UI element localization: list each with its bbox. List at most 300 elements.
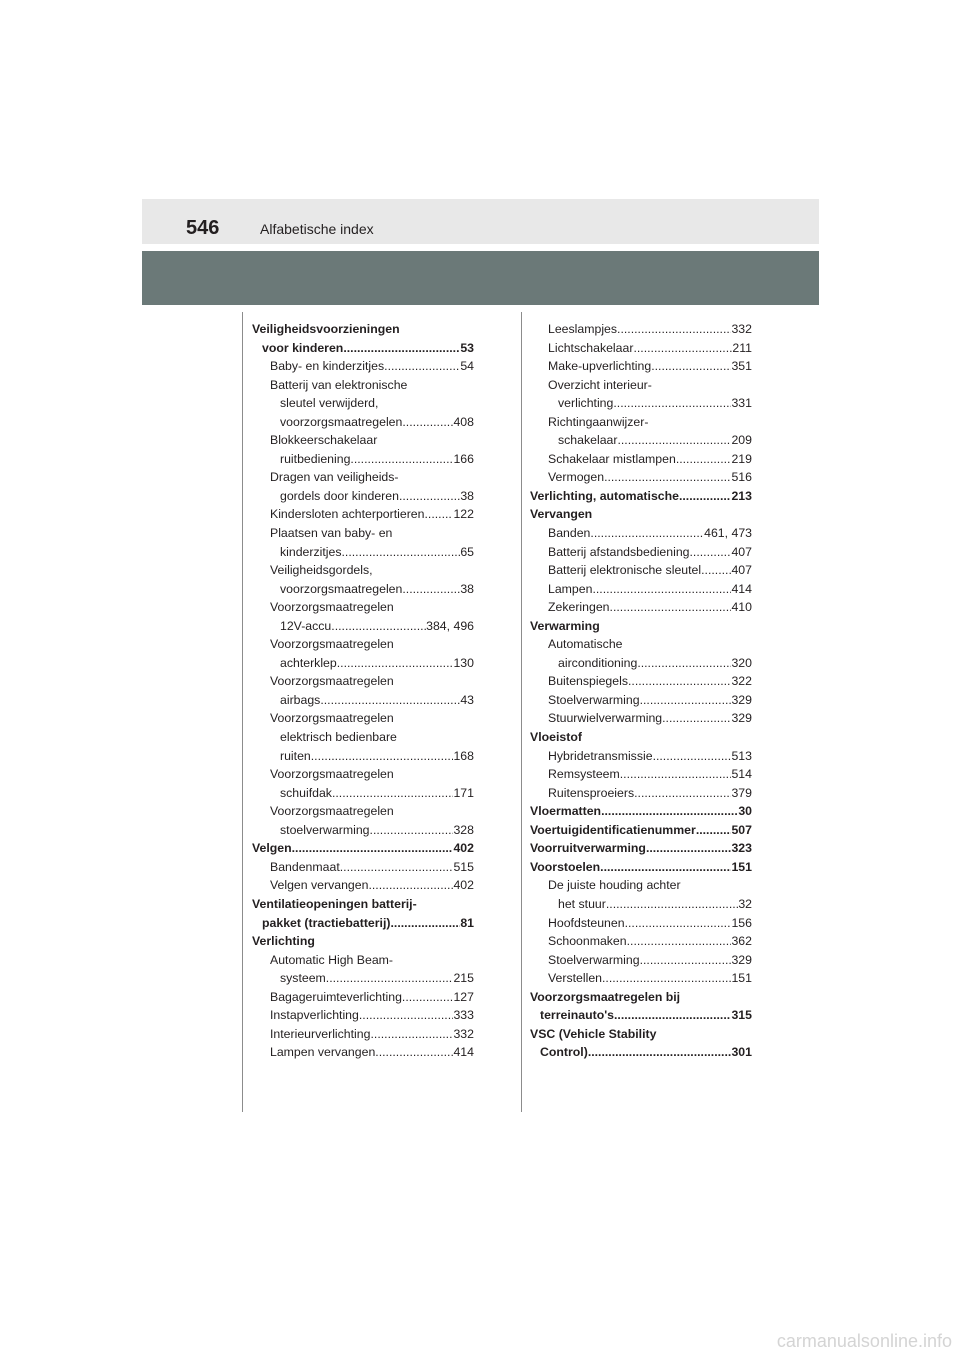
dot-leader [368,876,453,895]
entry-text: Voorzorgsmaatregelen bij [530,989,681,1004]
entry-leader-line [530,839,752,858]
entry-label: Voorstoelen [530,859,601,874]
entry-leader-line [548,394,752,413]
index-subentry [530,691,752,710]
entry-leader-line [548,672,752,691]
dot-leader [402,988,454,1007]
dot-leader [662,709,731,728]
entry-label: Schoonmaken [548,934,627,949]
index-subentry [530,951,752,970]
entry-label: Stoelverwarming [548,952,640,967]
dot-leader [337,654,454,673]
entry-leader-line [548,468,752,487]
index-subentry [252,376,474,432]
dot-leader [610,598,732,617]
dot-leader [350,450,453,469]
entry-label: 12V-accu [280,618,332,633]
dot-leader [292,839,454,858]
dot-leader [320,691,460,710]
index-subentry [252,988,474,1007]
entry-leader-line [548,932,752,951]
entry-text: Verlichting [252,934,315,949]
entry-leader-line [530,487,752,506]
index-subentry [530,357,752,376]
entry-text: De juiste houding achter [548,878,681,893]
entry-leader-line [548,654,752,673]
dot-leader [590,524,704,543]
index-entry [530,988,752,1025]
page-ref: 329 [731,952,752,967]
page-ref: 156 [731,915,752,930]
entry-text: VSC (Vehicle Stability [530,1026,657,1041]
right-column-divider [521,312,522,1112]
entry-leader-line [548,691,752,710]
entry-label: Lampen [548,581,593,596]
entry-label: Velgen [252,841,292,856]
index-subentry [530,672,752,691]
index-subentry [530,598,752,617]
index-entry [530,839,752,858]
page-ref: 362 [731,934,752,949]
dot-leader [343,339,460,358]
dot-leader [592,580,731,599]
page-ref: 513 [731,748,752,763]
entry-text: Veiligheidsvoorzieningen [252,322,400,336]
page-ref: 81 [460,915,474,930]
index-subentry [530,709,752,728]
index-subentry [252,1043,474,1062]
page-ref: 516 [731,470,752,485]
entry-label: systeem [280,971,326,986]
header-bar [142,199,819,244]
page-ref: 408 [453,414,474,429]
entry-label: terreinauto's [540,1008,614,1023]
entry-leader-line [548,561,752,580]
page-ref: 38 [460,488,474,503]
dot-leader [600,858,731,877]
entry-leader-line [548,895,752,914]
page-ref: 53 [460,340,474,355]
entry-leader-line [548,709,752,728]
entry-leader-line [530,802,752,821]
index-subentry [252,1025,474,1044]
entry-leader-line [530,858,752,877]
dot-leader [676,450,732,469]
entry-label: Verlichting, automatische [530,488,679,503]
entry-text: Blokkeerschakelaar [270,433,378,448]
page-ref: 328 [453,822,474,837]
entry-label: Lichtschakelaar [548,340,634,355]
entry-label: Stoelverwarming [548,692,640,707]
dot-leader [625,914,732,933]
entry-leader-line [270,654,474,673]
index-subentry [252,431,474,468]
page-ref: 414 [453,1045,474,1060]
entry-label: Lampen vervangen [270,1045,376,1060]
dot-leader [370,821,454,840]
entry-text: Voorzorgsmaatregelen [270,804,394,819]
index-entry [252,320,474,357]
entry-text: Overzicht interieur- [548,377,652,392]
dot-leader [606,895,738,914]
entry-label: Stuurwielverwarming [548,711,663,726]
page-ref: 331 [731,396,752,411]
page-ref: 507 [731,822,752,837]
entry-label: het stuur [558,896,606,911]
dot-leader [653,747,732,766]
index-subentry [530,580,752,599]
entry-leader-line [548,969,752,988]
entry-text: Voorzorgsmaatregelen [270,600,394,615]
entry-leader-line [270,747,474,766]
page-ref: 166 [453,451,474,466]
entry-leader-line [270,580,474,599]
page-ref: 402 [453,841,474,856]
index-entry [530,487,752,506]
watermark: carmanualsonline.info [776,1331,952,1351]
index-subentry [530,969,752,988]
entry-leader-line [252,914,474,933]
dot-leader [384,357,460,376]
entry-leader-line [548,914,752,933]
entry-label: Hoofdsteunen [548,915,625,930]
page-ref: 461, 473 [704,526,752,541]
entry-leader-line [530,1006,752,1025]
page-ref: 43 [460,692,474,707]
entry-label: voorzorgsmaatregelen [280,414,403,429]
page-ref: 65 [460,544,474,559]
page-ref: 301 [731,1045,752,1060]
dot-leader [633,339,732,358]
entry-label: Bagageruimteverlichting [270,989,402,1004]
index-subentry [530,914,752,933]
dot-leader [390,914,460,933]
page-ref: 379 [731,785,752,800]
entry-label: voorzorgsmaatregelen [280,581,403,596]
header-band [142,251,819,305]
entry-leader-line [548,524,752,543]
entry-label: kinderzitjes [280,544,342,559]
page-ref: 213 [731,488,752,503]
index-subentry [530,524,752,543]
entry-leader-line [548,747,752,766]
entry-leader-line [252,339,474,358]
page-ref: 209 [731,433,752,448]
dot-leader [679,487,732,506]
page-ref: 38 [460,581,474,596]
index-subentry [530,468,752,487]
page-ref: 151 [731,971,752,986]
dot-leader [628,672,731,691]
index-subentry [252,672,474,709]
entry-text: Dragen van veiligheids- [270,470,399,485]
index-subentry [530,376,752,413]
index-subentry [252,524,474,561]
entry-text: Batterij van elektronische [270,377,408,392]
index-subentry [252,876,474,895]
dot-leader [588,1043,732,1062]
entry-text: Automatische [548,637,623,652]
entry-leader-line [270,988,474,1007]
dot-leader [620,765,732,784]
entry-label: Instapverlichting [270,1008,359,1023]
index-subentry [530,413,752,450]
entry-label: Batterij elektronische sleutel [548,563,702,578]
entry-leader-line [270,821,474,840]
page-ref: 171 [453,785,474,800]
entry-label: ruiten [280,748,311,763]
entry-leader-line [548,598,752,617]
index-subentry [530,635,752,672]
entry-text: Automatic High Beam- [270,952,394,967]
entry-leader-line [530,821,752,840]
page-ref: 32 [738,896,752,911]
index-subentry [252,561,474,598]
entry-leader-line [270,1006,474,1025]
entry-leader-line [270,691,474,710]
entry-leader-line [270,784,474,803]
entry-leader-line [548,784,752,803]
index-subentry [530,876,752,913]
page-ref: 384, 496 [426,618,474,633]
entry-label: Zekeringen [548,600,610,615]
dot-leader [604,468,731,487]
index-subentry [530,784,752,803]
entry-label: ruitbediening [280,451,351,466]
entry-label: verlichting [558,396,614,411]
dot-leader [627,932,732,951]
index-subentry [530,765,752,784]
entry-text: Voorzorgsmaatregelen [270,637,394,652]
page-ref: 407 [731,563,752,578]
page-ref: 329 [731,692,752,707]
entry-leader-line [548,431,752,450]
index-subentry [530,747,752,766]
entry-text: Veiligheidsgordels, [270,563,373,578]
index-subentry [530,320,752,339]
entry-label: Voorruitverwarming [530,841,646,856]
entry-leader-line [548,951,752,970]
index-subentry [252,357,474,376]
page-ref: 320 [731,655,752,670]
entry-leader-line [270,413,474,432]
dot-leader [646,839,732,858]
index-subentry [530,561,752,580]
page-ref: 219 [731,451,752,466]
page-ref: 407 [731,544,752,559]
index-entry [530,858,752,877]
entry-label: achterklep [280,655,337,670]
index-column-right [530,320,752,1062]
index-entry [252,932,474,951]
page-ref: 351 [731,359,752,374]
dot-leader [701,561,731,580]
entry-leader-line [270,617,474,636]
page-ref: 514 [731,767,752,782]
entry-text: Richtingaanwijzer- [548,414,649,429]
page-ref: 211 [732,340,752,355]
page-ref: 333 [453,1008,474,1023]
entry-label: Buitenspiegels [548,674,628,689]
entry-leader-line [270,858,474,877]
entry-label: Remsysteem [548,767,620,782]
page-ref: 323 [731,841,752,856]
entry-label: Baby- en kinderzitjes [270,359,385,374]
entry-label: voor kinderen [262,340,344,355]
index-subentry [252,505,474,524]
page-ref: 30 [738,804,752,819]
entry-label: Schakelaar mistlampen [548,451,676,466]
entry-leader-line [548,357,752,376]
entry-leader-line [270,969,474,988]
entry-label: gordels door kinderen [280,488,399,503]
entry-leader-line [270,450,474,469]
index-column-left [252,320,474,1062]
page-ref: 151 [731,859,752,874]
dot-leader [601,802,738,821]
index-subentry [252,468,474,505]
entry-label: Leeslampjes [548,322,618,336]
page-ref: 322 [731,674,752,689]
index-subentry [252,765,474,802]
entry-leader-line [270,357,474,376]
dot-leader [342,543,461,562]
index-subentry [252,635,474,672]
entry-text: Vervangen [530,507,593,522]
page-ref: 410 [731,600,752,615]
entry-text: Ventilatieopeningen batterij- [252,896,417,911]
index-entry [530,802,752,821]
entry-leader-line [270,1043,474,1062]
dot-leader [690,543,732,562]
entry-label: Ruitensproeiers [548,785,635,800]
dot-leader [402,413,453,432]
entry-text: Voorzorgsmaatregelen [270,767,394,782]
entry-text: Plaatsen van baby- en [270,526,393,541]
entry-label: Interieurverlichting [270,1026,371,1041]
index-subentry [252,1006,474,1025]
index-entry [530,505,752,524]
dot-leader [399,487,460,506]
left-column-divider [242,312,243,1112]
dot-leader [359,1006,454,1025]
index-subentry [252,951,474,988]
page-ref: 130 [453,655,474,670]
entry-label: Batterij afstandsbediening [548,544,690,559]
page-number: 546 [186,217,220,239]
dot-leader [370,1025,453,1044]
entry-leader-line [270,487,474,506]
entry-label: Vermogen [548,470,605,485]
dot-leader [617,431,731,450]
entry-label: Kindersloten achterportieren [270,507,425,522]
entry-leader-line [270,543,474,562]
page-ref: 402 [453,878,474,893]
entry-leader-line [270,1025,474,1044]
index-entry [530,728,752,747]
index-subentry [530,543,752,562]
index-subentry [252,709,474,765]
entry-leader-line [548,580,752,599]
entry-label: schakelaar [558,433,618,448]
entry-leader-line [530,1043,752,1062]
page-ref: 329 [731,711,752,726]
index-subentry [530,339,752,358]
index-entry [252,895,474,932]
page-ref: 127 [453,989,474,1004]
entry-leader-line [548,765,752,784]
index-entry [530,1025,752,1062]
entry-label: pakket (tractiebatterij) [262,915,391,930]
dot-leader [640,951,732,970]
entry-text: sleutel verwijderd, [280,396,379,411]
entry-label: Vloermatten [530,804,602,819]
index-entry [530,821,752,840]
dot-leader [375,1043,453,1062]
entry-leader-line [548,339,752,358]
dot-leader [634,784,731,803]
entry-text: Voorzorgsmaatregelen [270,711,394,726]
index-subentry [252,858,474,877]
page-ref: 332 [731,322,752,336]
dot-leader [602,969,731,988]
dot-leader [696,821,732,840]
dot-leader [332,784,454,803]
dot-leader [402,580,460,599]
entry-text: Vloeistof [530,730,582,745]
entry-leader-line [548,543,752,562]
entry-label: Make-upverlichting [548,359,652,374]
index-subentry [530,932,752,951]
entry-label: Banden [548,526,591,541]
dot-leader [637,654,731,673]
entry-label: stoelverwarming [280,822,370,837]
index-entry [252,839,474,858]
entry-text: Voorzorgsmaatregelen [270,674,394,689]
page-ref: 332 [453,1026,474,1041]
dot-leader [640,691,732,710]
entry-label: Bandenmaat [270,859,340,874]
page-ref: 122 [453,507,474,522]
dot-leader [331,617,426,636]
dot-leader [340,858,454,877]
entry-label: schuifdak [280,785,332,800]
page-ref: 54 [460,359,474,374]
dot-leader [311,747,454,766]
dot-leader [326,969,454,988]
page-ref: 168 [453,748,474,763]
entry-leader-line [548,320,752,339]
entry-leader-line [270,876,474,895]
dot-leader [613,394,731,413]
page-ref: 515 [453,859,474,874]
entry-label: airbags [280,692,321,707]
page-ref: 315 [731,1008,752,1023]
entry-label: Hybridetransmissie [548,748,653,763]
index-entry [530,617,752,636]
dot-leader [614,1006,731,1025]
entry-leader-line [252,839,474,858]
entry-label: airconditioning [558,655,638,670]
page-ref: 414 [731,581,752,596]
dot-leader [617,320,731,339]
dot-leader [425,505,454,524]
index-subentry [252,802,474,839]
entry-label: Control) [540,1045,588,1060]
page-ref: 215 [453,971,474,986]
entry-leader-line [270,505,474,524]
index-subentry [530,450,752,469]
